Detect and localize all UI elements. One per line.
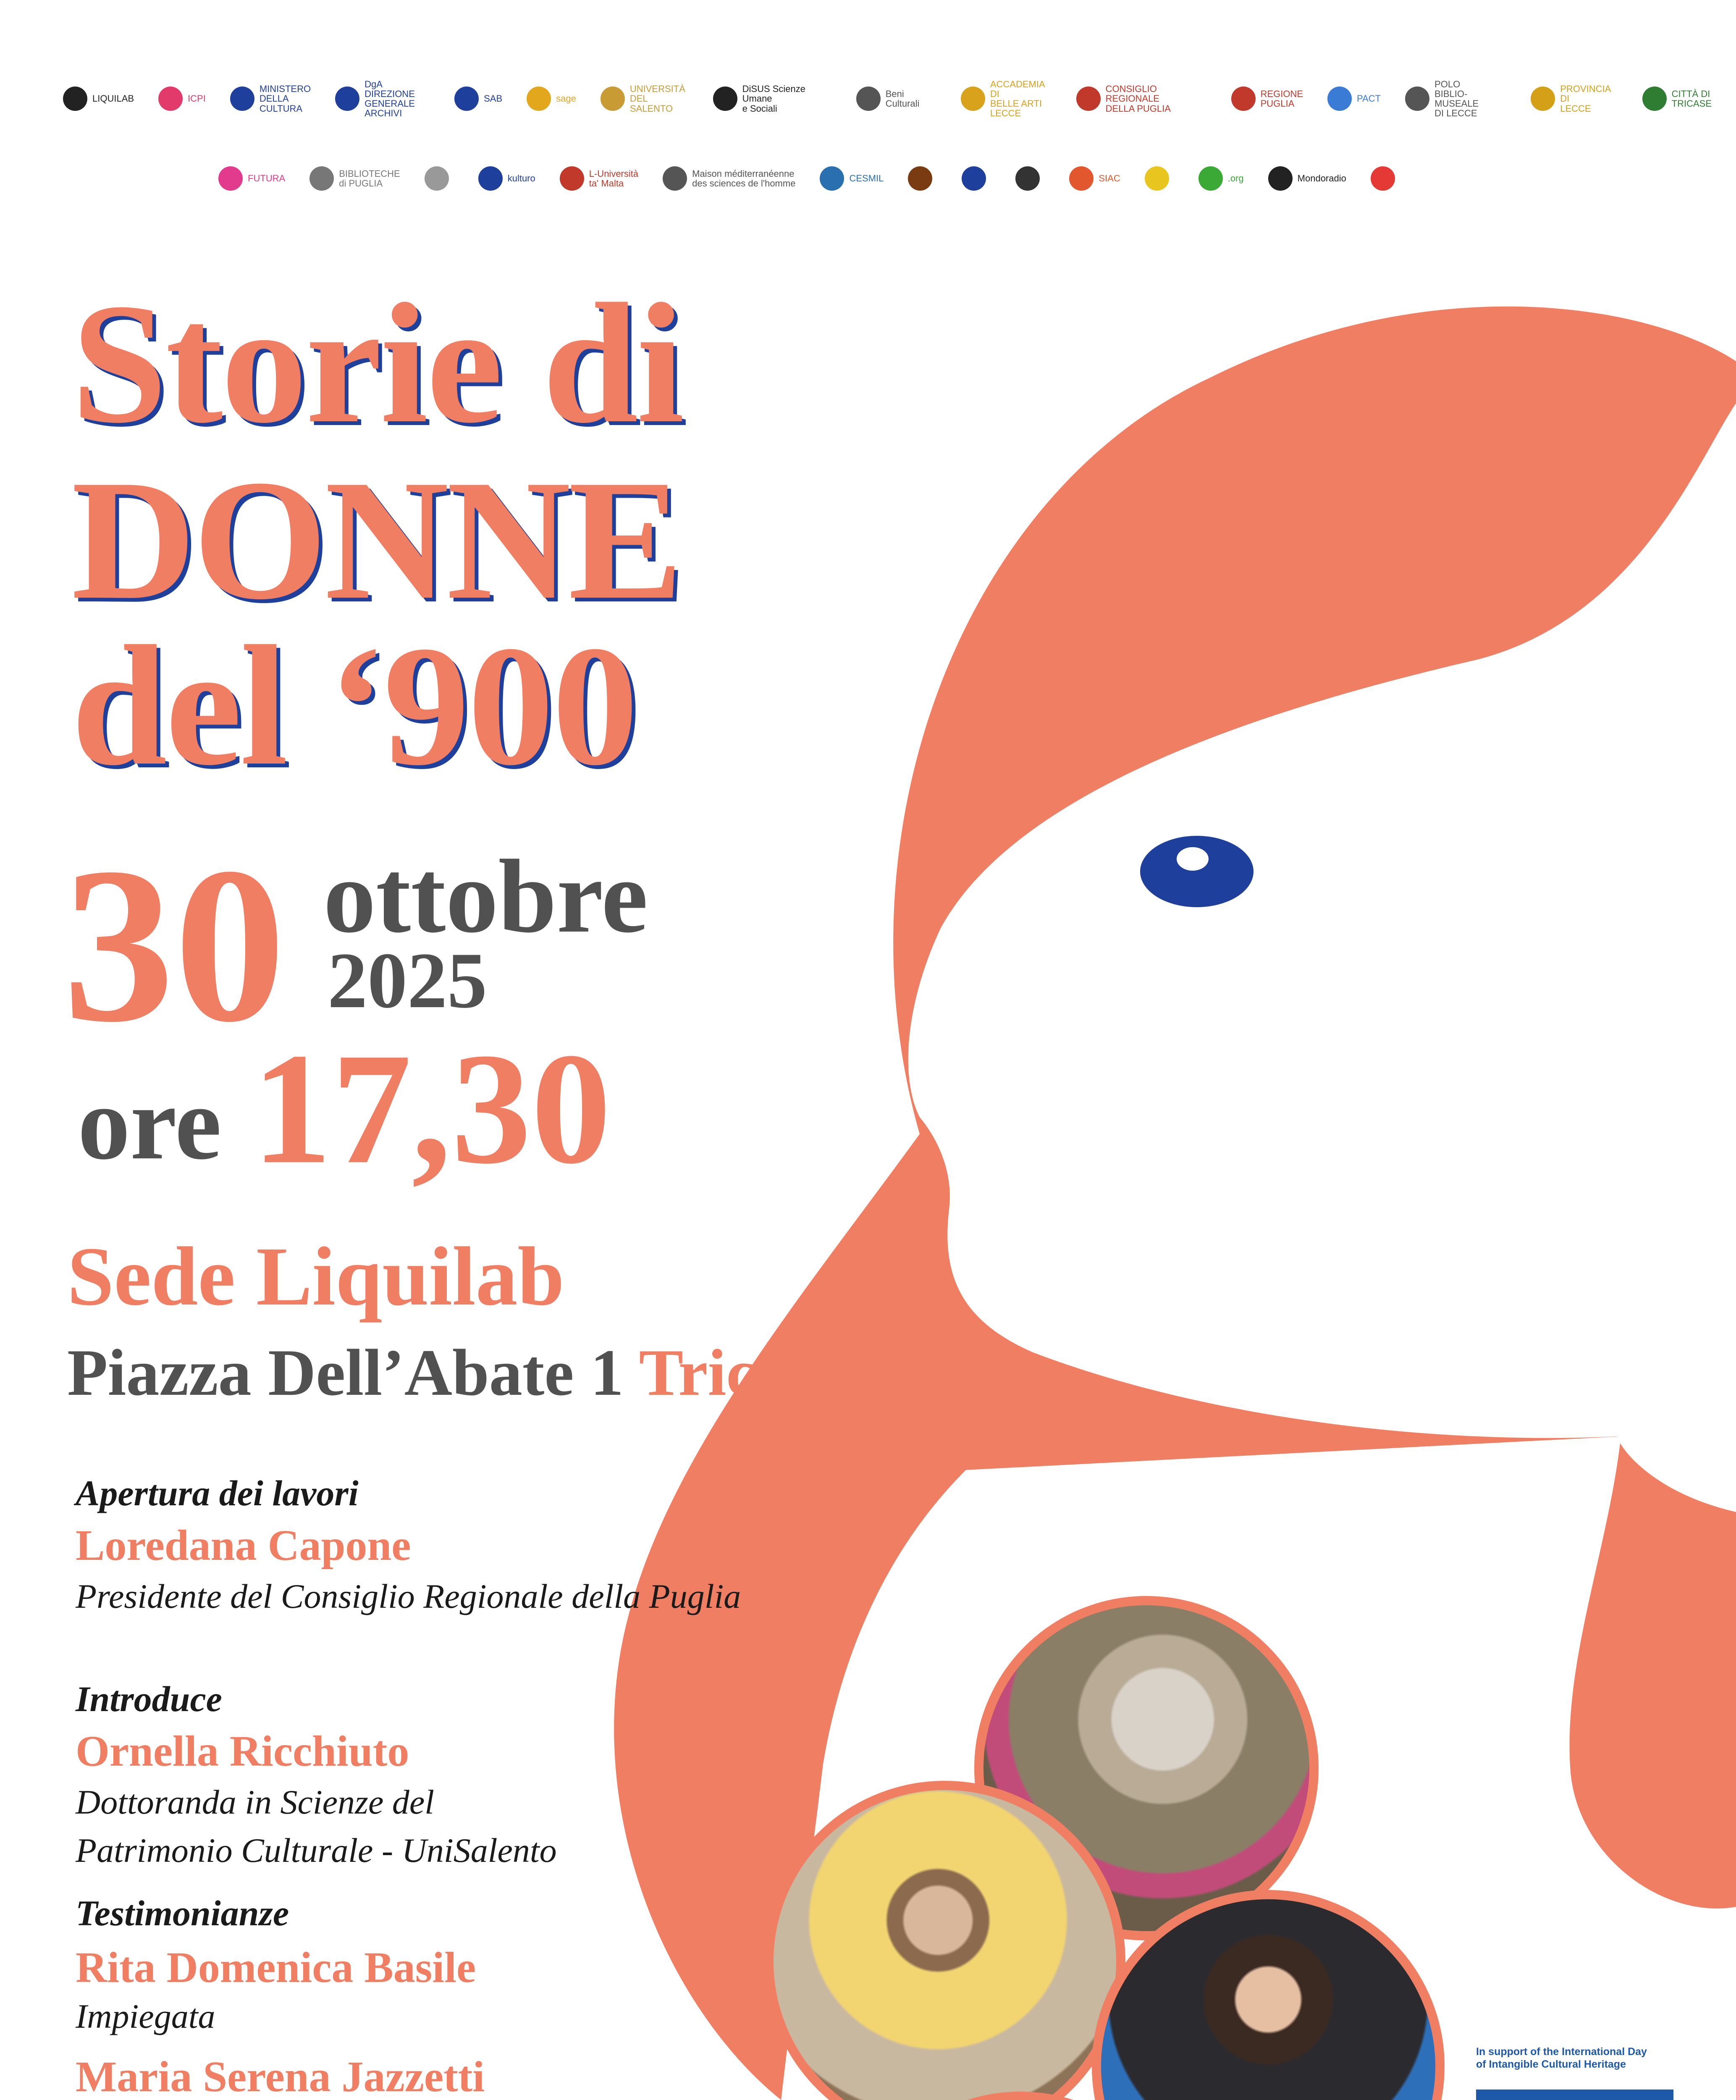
pact-mark-icon — [1327, 87, 1352, 111]
citta-tricase-mark-icon — [1642, 87, 1667, 111]
event-year: 2025 — [328, 937, 487, 1025]
pact-logo — [1327, 76, 1381, 122]
logo-text: PROVINCIA DI LECCE — [1560, 84, 1611, 114]
logo-text: FUTURA — [248, 173, 286, 184]
event-day: 30 — [63, 822, 286, 1068]
yellow-badge-mark-icon — [1145, 166, 1169, 191]
logo-text: REGIONE PUGLIA — [1260, 88, 1303, 109]
beni-culturali-mark-icon — [856, 87, 881, 111]
green-org-logo — [1198, 155, 1244, 202]
red-badge-logo — [1371, 155, 1400, 202]
unesco-emblem-icon — [1476, 2090, 1673, 2100]
intro-speaker-role-line1: Dottoranda in Scienze del — [76, 1783, 435, 1821]
dga-mark-icon — [335, 87, 359, 111]
logo-text: CESMIL — [849, 173, 884, 184]
logo-text: Maison méditerranéenne des sciences de l'homme — [692, 168, 796, 189]
provincia-lecce-logo — [1531, 76, 1618, 122]
kulturo-mark-icon — [478, 166, 503, 191]
hand-logo — [1015, 155, 1045, 202]
futura-logo — [218, 155, 285, 202]
liquilab-mark-icon — [63, 87, 87, 111]
regione-puglia-mark-icon — [1231, 87, 1256, 111]
liquilab-logo — [63, 76, 134, 122]
sage-mark-icon — [527, 87, 551, 111]
logo-text: .org — [1227, 173, 1244, 184]
logo-text: PACT — [1357, 93, 1381, 104]
citta-tricase-logo — [1642, 76, 1712, 122]
cesmil-mark-icon — [820, 166, 844, 191]
eye-icon — [1140, 836, 1253, 907]
siac-mark-icon — [1069, 166, 1094, 191]
logo-text: UNIVERSITÀ DEL SALENTO — [629, 84, 685, 114]
sponsor-logos-row-1 — [63, 76, 1736, 122]
testimonial-name: Maria Serena Jazzetti — [76, 2053, 485, 2100]
logo-text: POLO BIBLIO-MUSEALE DI LECCE — [1434, 79, 1479, 119]
beni-culturali-logo — [856, 76, 936, 122]
logo-text: ICPI — [188, 93, 206, 104]
title-line-3: del ‘900 — [71, 610, 637, 801]
regione-puglia-logo — [1231, 76, 1303, 122]
logo-text: CITTÀ DI TRICASE — [1671, 88, 1712, 109]
crest-logo — [425, 155, 454, 202]
logo-text: Mondoradio — [1297, 173, 1346, 184]
maison-mediterraneenne-mark-icon — [663, 166, 687, 191]
hand-mark-icon — [1015, 166, 1040, 191]
crest-mark-icon — [425, 166, 449, 191]
accademia-belle-arti-logo — [961, 76, 1052, 122]
event-time: 17,30 — [252, 1020, 611, 1197]
consiglio-regionale-mark-icon — [1076, 87, 1101, 111]
time-label: ore — [78, 1065, 222, 1181]
logo-text: BIBLIOTECHE di PUGLIA — [339, 168, 400, 189]
logo-text: DgA DIREZIONE GENERALE ARCHIVI — [365, 79, 415, 119]
universita-salento-logo — [601, 76, 689, 122]
consiglio-regionale-logo — [1076, 76, 1207, 122]
siac-logo — [1069, 155, 1120, 202]
venue-address — [67, 1336, 844, 1410]
logo-text: LIQUILAB — [92, 93, 134, 104]
logo-text: MINISTERO DELLA CULTURA — [259, 84, 311, 114]
unesco-support-text: In support of the International Day of Intangible Cultural Heritage — [1476, 2046, 1647, 2070]
testimonials-heading: Testimonianze — [76, 1893, 289, 1933]
universita-malta-logo — [560, 155, 638, 202]
venue-city: Tricase — [639, 1336, 844, 1410]
logo-text: Beni Culturali — [885, 88, 920, 109]
sab-logo — [454, 76, 502, 122]
futura-mark-icon — [218, 166, 243, 191]
icpi-logo — [158, 76, 206, 122]
dga-logo — [335, 76, 430, 122]
maison-mediterraneenne-logo — [663, 155, 795, 202]
logo-text: kulturo — [507, 173, 535, 184]
opening-speaker-name: Loredana Capone — [76, 1521, 411, 1570]
polo-biblio-museale-logo — [1405, 76, 1506, 122]
forum-mark-icon — [908, 166, 932, 191]
disus-mark-icon — [713, 87, 737, 111]
accademia-belle-arti-mark-icon — [961, 87, 985, 111]
mondoradio-logo — [1268, 155, 1346, 202]
logo-text: L-Università ta' Malta — [589, 168, 639, 189]
opening-heading: Apertura dei lavori — [76, 1473, 359, 1513]
testimonial-role: Impiegata — [76, 1997, 215, 2035]
sage-logo — [527, 76, 576, 122]
icpi-mark-icon — [158, 87, 183, 111]
intro-speaker-role-line2: Patrimonio Culturale - UniSalento — [76, 1831, 557, 1869]
sponsor-logos-row-2 — [218, 155, 1424, 202]
universita-malta-mark-icon — [560, 166, 584, 191]
kulturo-logo — [478, 155, 535, 202]
cesmil-logo — [820, 155, 884, 202]
biblioteche-puglia-logo — [309, 155, 400, 202]
title-line-1: Storie di — [71, 268, 683, 459]
intro-heading: Introduce — [76, 1679, 222, 1719]
puglia-map-mark-icon — [962, 166, 986, 191]
event-month: ottobre — [323, 838, 648, 955]
logo-text: DiSUS Scienze Umane e Sociali — [742, 84, 806, 114]
logo-text: SIAC — [1099, 173, 1120, 184]
opening-speaker-role: Presidente del Consiglio Regionale della Puglia — [76, 1577, 741, 1615]
logo-text: sage — [556, 93, 576, 104]
red-badge-mark-icon — [1371, 166, 1395, 191]
logo-text: ACCADEMIA DI BELLE ARTI LECCE — [990, 79, 1045, 119]
title-line-2: DONNE — [71, 444, 681, 635]
intro-speaker-name: Ornella Ricchiuto — [76, 1727, 409, 1775]
puglia-map-logo — [962, 155, 991, 202]
universita-salento-mark-icon — [601, 87, 625, 111]
green-org-mark-icon — [1198, 166, 1223, 191]
logo-text: CONSIGLIO REGIONALE DELLA PUGLIA — [1105, 84, 1171, 114]
mondoradio-mark-icon — [1268, 166, 1293, 191]
venue-street: Piazza Dell’Abate 1 — [67, 1336, 624, 1410]
biblioteche-puglia-mark-icon — [309, 166, 334, 191]
venue-name: Sede Liquilab — [67, 1230, 564, 1323]
ministero-cultura-mark-icon — [230, 87, 254, 111]
yellow-badge-logo — [1145, 155, 1174, 202]
polo-biblio-museale-mark-icon — [1405, 87, 1429, 111]
testimonial-name: Rita Domenica Basile — [76, 1943, 476, 1992]
logo-text: SAB — [484, 93, 503, 104]
eye-highlight — [1177, 847, 1209, 871]
provincia-lecce-mark-icon — [1531, 87, 1555, 111]
sab-mark-icon — [454, 87, 479, 111]
ministero-cultura-logo — [230, 76, 311, 122]
forum-logo — [908, 155, 937, 202]
disus-logo — [713, 76, 832, 122]
